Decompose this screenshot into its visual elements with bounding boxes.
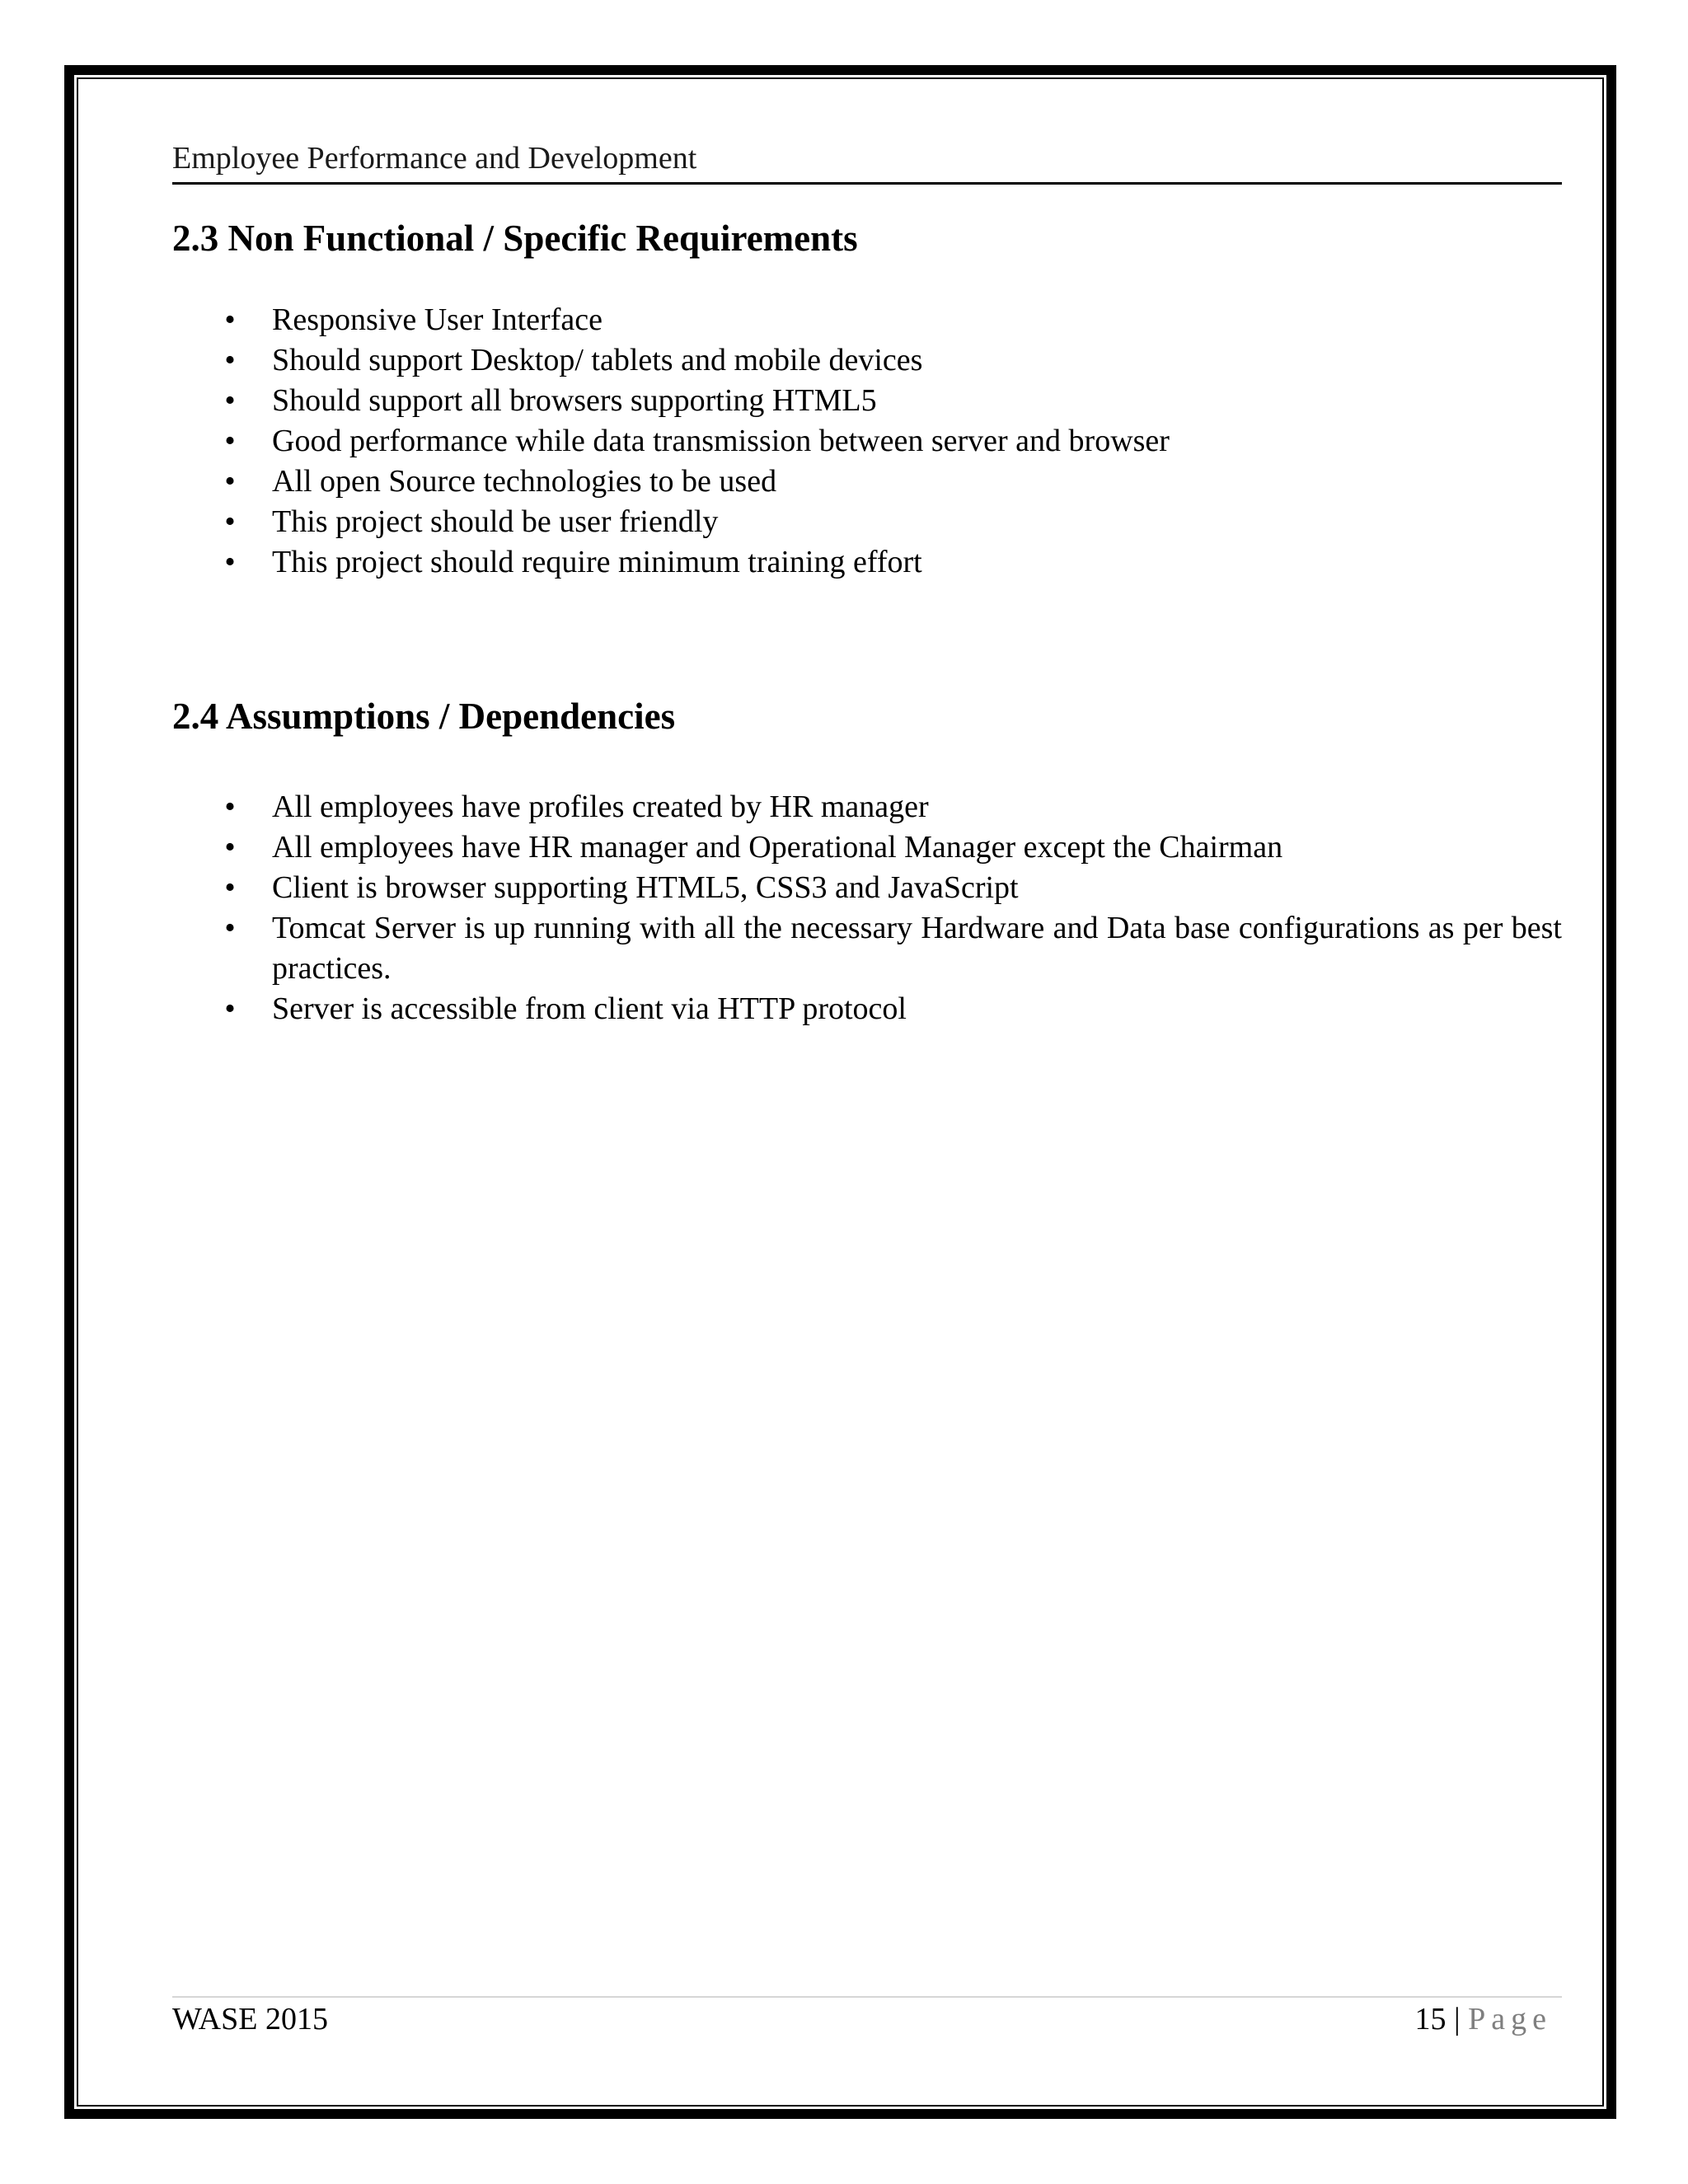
list-item-text: Client is browser supporting HTML5, CSS3 and JavaScript <box>272 870 1019 905</box>
footer-document-label: WASE 2015 <box>172 2002 328 2036</box>
running-header-title: Employee Performance and Development <box>172 141 697 176</box>
list-item <box>172 542 1562 583</box>
list-item-text: Server is accessible from client via HTTP protocol <box>272 991 907 1026</box>
list-item <box>172 827 1562 868</box>
bullet-icon: • <box>224 545 236 579</box>
list-item-text: All open Source technologies to be used <box>272 464 777 499</box>
bullet-icon: • <box>224 911 236 945</box>
list-item <box>172 908 1562 989</box>
list-item-text: All employees have profiles created by HR manager <box>272 790 929 824</box>
bullet-icon: • <box>224 790 236 824</box>
list-item-text: Good performance while data transmission between server and browser <box>272 424 1170 458</box>
list-item <box>172 340 1562 381</box>
bullet-icon: • <box>224 991 236 1026</box>
bullet-icon: • <box>224 830 236 865</box>
assumptions-list <box>172 787 1562 1029</box>
list-item <box>172 787 1562 827</box>
page-label: Page <box>1468 2002 1552 2036</box>
bullet-icon: • <box>224 870 236 905</box>
list-item <box>172 462 1562 502</box>
section-heading-assumptions: 2.4 Assumptions / Dependencies <box>172 696 676 737</box>
list-item-text: All employees have HR manager and Operational Manager except the Chairman <box>272 830 1283 865</box>
bullet-icon: • <box>224 464 236 499</box>
header-rule <box>172 182 1562 185</box>
page-separator: | <box>1454 2002 1461 2036</box>
list-item <box>172 868 1562 908</box>
list-item <box>172 421 1562 462</box>
section-heading-nonfunctional: 2.3 Non Functional / Specific Requirements <box>172 218 858 259</box>
list-item <box>172 381 1562 421</box>
list-item <box>172 300 1562 340</box>
page-number: 15 <box>1414 2002 1447 2036</box>
bullet-icon: • <box>224 383 236 418</box>
list-item-text: Should support all browsers supporting HTML5 <box>272 383 877 418</box>
list-item-text: Tomcat Server is up running with all the necessary Hardware and Data base configurations as per best practices. <box>272 911 1562 986</box>
list-item <box>172 502 1562 542</box>
footer-rule <box>172 1996 1562 1998</box>
bullet-icon: • <box>224 424 236 458</box>
list-item-text: This project should require minimum training effort <box>272 545 922 579</box>
list-item-text: Should support Desktop/ tablets and mobile devices <box>272 343 923 377</box>
list-item-text: This project should be user friendly <box>272 504 719 539</box>
bullet-icon: • <box>224 302 236 337</box>
bullet-icon: • <box>224 343 236 377</box>
list-item <box>172 989 1562 1029</box>
nonfunctional-list <box>172 300 1562 583</box>
footer-page-indicator <box>1415 2001 1552 2037</box>
list-item-text: Responsive User Interface <box>272 302 603 337</box>
bullet-icon: • <box>224 504 236 539</box>
